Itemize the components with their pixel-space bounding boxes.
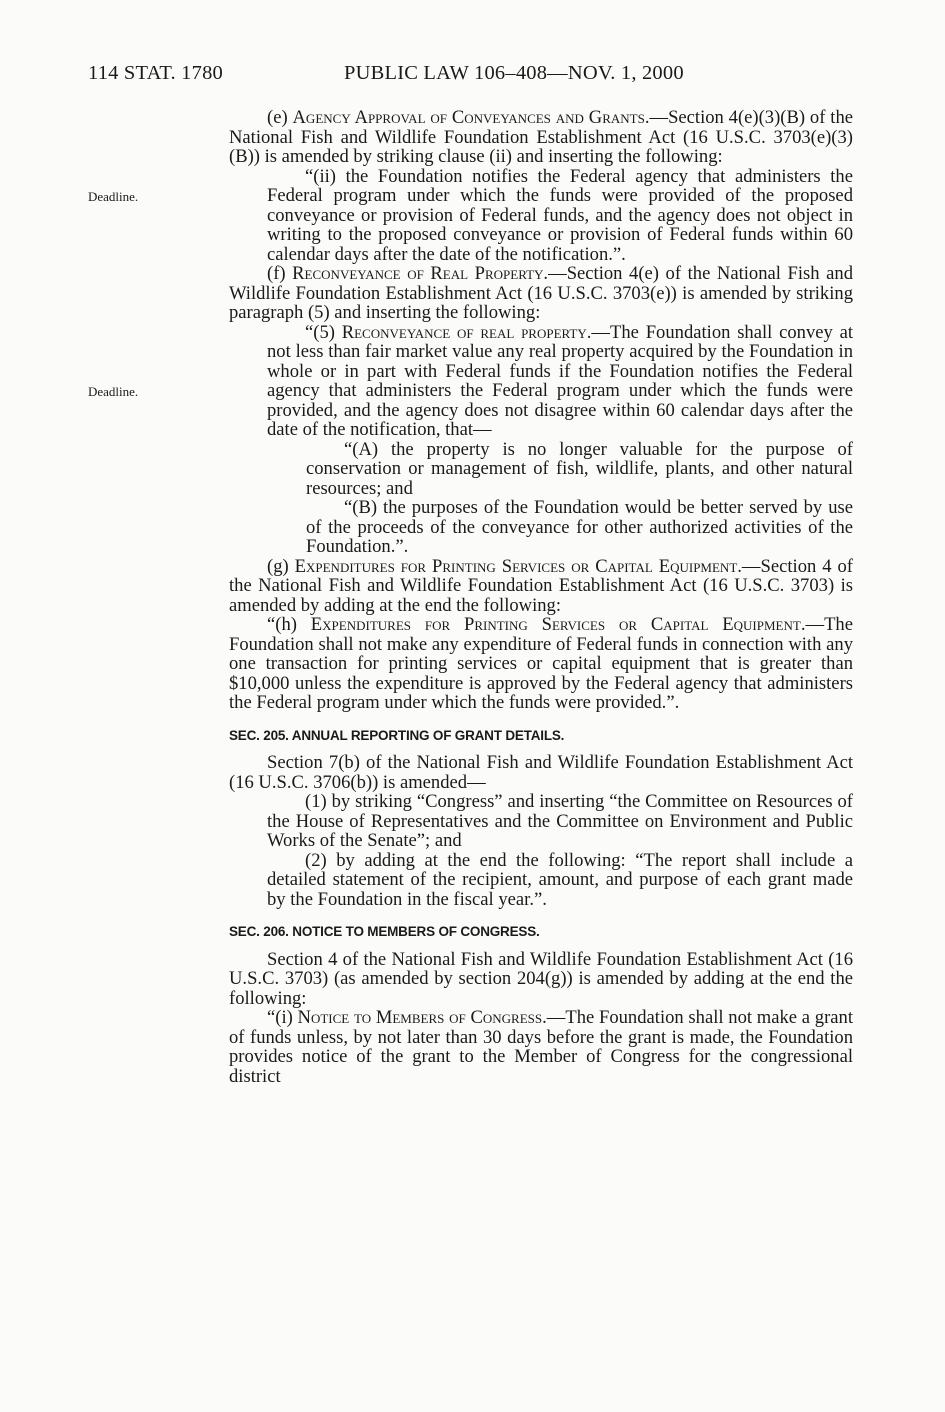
subsection-heading: Reconveyance of Real Property. bbox=[292, 263, 549, 284]
section-205-item-1: (1) by striking “Congress” and inserting “the Committee on Resources of the House of Representatives and the Committee on Environment and Public Works of the Senate”; and bbox=[267, 791, 853, 851]
subsection-f: (f) Reconveyance of Real Property.—Section 4(e) of the National Fish and Wildlife Foundation Establishment Act (16 U.S.C. 3703(e)) is amended by striking paragraph (5) and inserting the following: bbox=[229, 263, 853, 323]
paragraph-heading: Reconveyance of real property. bbox=[341, 321, 592, 343]
law-title-date: PUBLIC LAW 106–408—NOV. 1, 2000 bbox=[344, 62, 684, 84]
margin-note-deadline: Deadline. bbox=[88, 384, 139, 399]
subsection-g: (g) Expenditures for Printing Services or Capital Equipment.—Section 4 of the National Fish and Wildlife Foundation Establishment Act (16 U.S.C. 3703) is amended by adding at the end the following: bbox=[229, 555, 853, 616]
section-205-item-2: (2) by adding at the end the following: “The report shall include a detailed statement of the recipient, amount, and purpose of each grant made by the Foundation in the fiscal year.”. bbox=[267, 849, 853, 910]
quoted-subsection-h: “(h) Expenditures for Printing Services or Capital Equipment.—The Foundation shall not make any expenditure of Federal funds in connection with any one transaction for printing services or capital equipment that is greater than $10,000 unless the expenditure is approved by the Federal agency that administers the Federal program under which the funds were provided.”. bbox=[229, 614, 853, 713]
subsection-heading: Notice to Members of Congress. bbox=[297, 1007, 547, 1028]
page-header bbox=[88, 62, 888, 88]
subsection-heading: Expenditures for Printing Services or Capital Equipment. bbox=[294, 555, 742, 577]
statute-page-number: 114 STAT. 1780 bbox=[88, 62, 223, 84]
section-heading-205: SEC. 205. ANNUAL REPORTING OF GRANT DETAILS. bbox=[229, 727, 565, 743]
section-206-intro: Section 4 of the National Fish and Wildlife Foundation Establishment Act (16 U.S.C. 3703) (as amended by section 204(g)) is amended by adding at the end the following: bbox=[229, 948, 853, 1009]
quoted-clause-ii: “(ii) the Foundation notifies the Federal agency that administers the Federal program under which the funds were provided of the proposed conveyance or provision of Federal funds, and the agency does not object in writing to the proposed conveyance or provision of Federal funds within 60 calendar days after the date of the notification.”. bbox=[267, 165, 853, 265]
document-body bbox=[229, 108, 853, 1086]
quoted-subsection-i: “(i) Notice to Members of Congress.—The Foundation shall not make a grant of funds unless, by not later than 30 days before the grant is made, the Foundation provides notice of the grant to the Member of Congress for the congressional district bbox=[229, 1007, 853, 1087]
margin-note-deadline: Deadline. bbox=[88, 189, 139, 204]
subsection-heading: Agency Approval of Conveyances and Grants. bbox=[292, 107, 650, 128]
section-heading-206: SEC. 206. NOTICE TO MEMBERS OF CONGRESS. bbox=[229, 924, 540, 939]
quoted-paragraph-5: “(5) Reconveyance of real property.—The Foundation shall convey at not less than fair market value any real property acquired by the Foundation in whole or in part with Federal funds if the Foundation notifies the Federal agency that administers the Federal program under which the funds were provided, and the agency does not disagree within 60 calendar days after the date of the notification, that— bbox=[267, 321, 853, 440]
section-205-intro: Section 7(b) of the National Fish and Wildlife Foundation Establishment Act (16 U.S.C. 3706(b)) is amended— bbox=[229, 752, 853, 793]
quoted-item-b: “(B) the purposes of the Foundation would be better served by use of the proceeds of the conveyance for other authorized activities of the Foundation.”. bbox=[306, 497, 853, 557]
subsection-heading: Expenditures for Printing Services or Capital Equipment. bbox=[310, 614, 806, 635]
subsection-e: (e) Agency Approval of Conveyances and Grants.—Section 4(e)(3)(B) of the National Fish and Wildlife Foundation Establishment Act (16 U.S.C. 3703(e)(3)(B)) is amended by striking clause (ii) and inserting the following: bbox=[229, 107, 853, 167]
quoted-item-a: “(A) the property is no longer valuable for the purpose of conservation or management of fish, wildlife, plants, and other natural resources; and bbox=[306, 438, 853, 499]
